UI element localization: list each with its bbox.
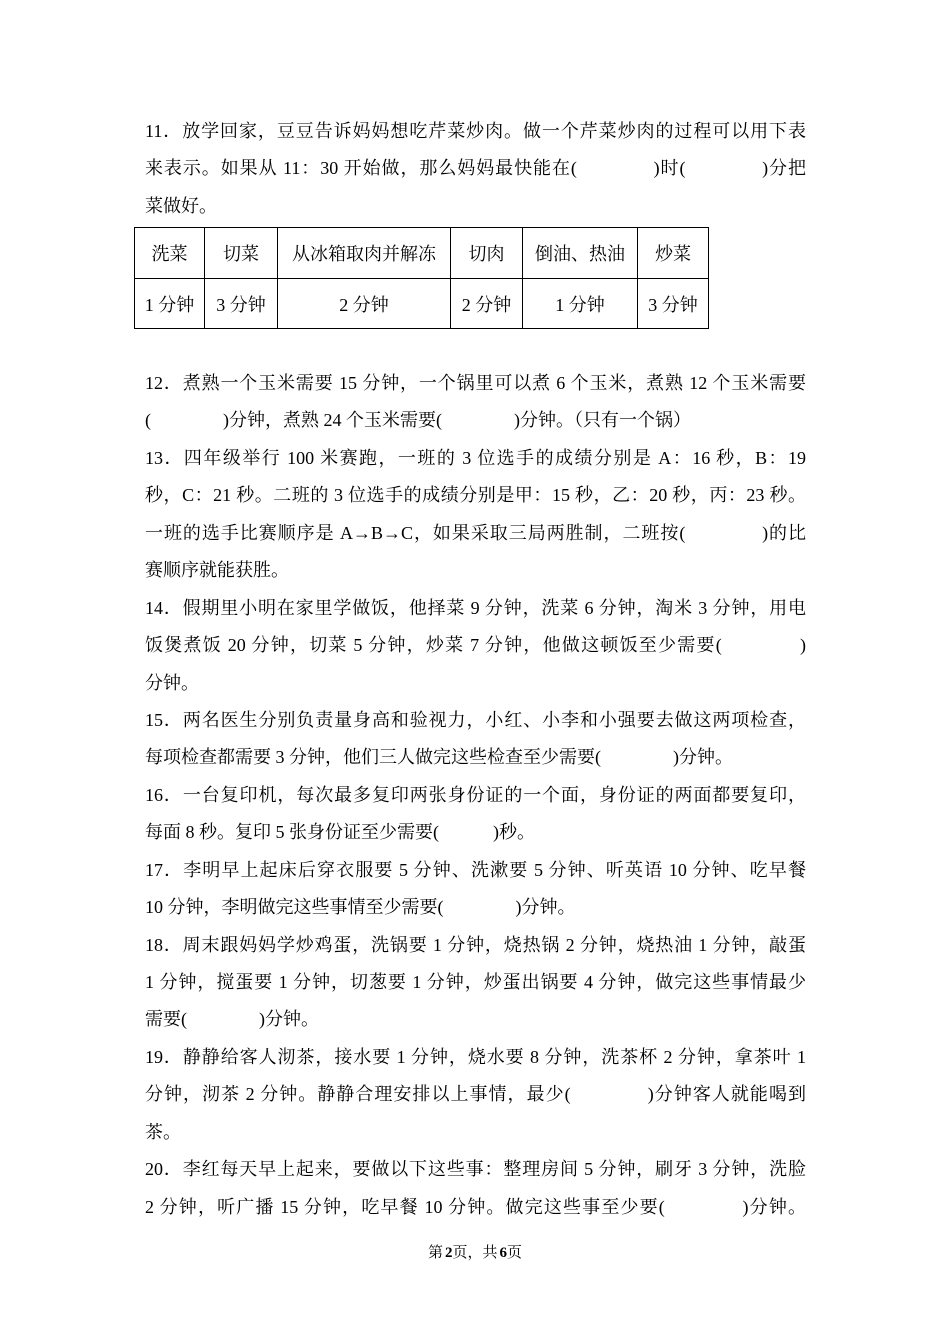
- question-19-line: 茶。: [145, 1121, 181, 1142]
- question-16: [145, 777, 806, 852]
- question-17-line: 10 分钟，李明做完这些事情至少需要( )分钟。: [145, 897, 576, 918]
- question-14: [145, 590, 806, 702]
- footer-text-prefix: 第: [427, 1245, 443, 1261]
- question-18-line: 1 分钟，搅蛋要 1 分钟，切葱要 1 分钟，炒蛋出锅要 4 分钟，做完这些事情最少: [145, 972, 806, 992]
- question-13-line: 13．四年级举行 100 米赛跑，一班的 3 位选手的成绩分别是 A：16 秒，B：19: [145, 447, 806, 468]
- question-11-line: 菜做好。: [145, 195, 217, 216]
- question-11-line: 11．放学回家，豆豆告诉妈妈想吃芹菜炒肉。做一个芹菜炒肉的过程可以用下表: [145, 121, 806, 141]
- question-14-line: 分钟。: [145, 672, 199, 693]
- question-16-line: 16．一台复印机，每次最多复印两张身份证的一个面，身份证的两面都要复印，: [145, 784, 806, 805]
- question-20-line: 2 分钟，听广播 15 分钟，吃早餐 10 分钟。做完这些事至少要( )分钟。: [145, 1196, 806, 1217]
- question-17: [145, 852, 806, 927]
- question-13: [145, 440, 806, 590]
- header-wash-celery: 洗菜: [135, 228, 205, 279]
- total-pages-number: 6: [499, 1245, 507, 1261]
- questions-12-to-20: [145, 365, 806, 1226]
- question-18: [145, 927, 806, 1039]
- question-15: [145, 702, 806, 777]
- header-stir-fry: 炒菜: [638, 228, 709, 279]
- steps-duration-row: [135, 279, 709, 329]
- question-20-line: 20．李红每天早上起来，要做以下这些事：整理房间 5 分钟，刷牙 3 分钟，洗脸: [145, 1159, 806, 1180]
- question-20: [145, 1151, 806, 1226]
- footer-text-middle: 页，共: [452, 1245, 498, 1261]
- question-19-line: 分钟，沏茶 2 分钟。静静合理安排以上事情，最少( )分钟客人就能喝到: [145, 1084, 806, 1105]
- question-18-line: 需要( )分钟。: [145, 1009, 319, 1030]
- duration-thaw-meat: 2 分钟: [278, 279, 451, 329]
- question-11-line: 来表示。如果从 11：30 开始做，那么妈妈最快能在( )时( )分把: [145, 158, 806, 179]
- question-13-line: 秒，C：21 秒。二班的 3 位选手的成绩分别是甲：15 秒，乙：20 秒，丙：23 秒。: [145, 485, 806, 506]
- question-15-line: 15．两名医生分别负责量身高和验视力，小红、小李和小强要去做这两项检查，: [145, 709, 806, 730]
- footer-text-suffix: 页: [507, 1245, 523, 1261]
- duration-cut-meat: 2 分钟: [451, 279, 523, 329]
- steps-header-row: [135, 228, 709, 279]
- question-18-line: 18．周末跟妈妈学炒鸡蛋，洗锅要 1 分钟，烧热锅 2 分钟，烧热油 1 分钟，敲蛋: [145, 934, 806, 955]
- question-11: [145, 113, 806, 225]
- cooking-steps-table: [134, 227, 709, 329]
- question-12: [145, 365, 806, 440]
- header-heat-oil: 倒油、热油: [523, 228, 638, 279]
- header-cut-meat: 切肉: [451, 228, 523, 279]
- duration-wash-celery: 1 分钟: [135, 279, 205, 329]
- question-12-line: ( )分钟，煮熟 24 个玉米需要( )分钟。（只有一个锅）: [145, 410, 691, 431]
- question-17-line: 17．李明早上起床后穿衣服要 5 分钟、洗漱要 5 分钟、听英语 10 分钟、吃早餐: [145, 859, 806, 880]
- header-thaw-meat: 从冰箱取肉并解冻: [278, 228, 451, 279]
- question-13-line: 一班的选手比赛顺序是 A→B→C，如果采取三局两胜制，二班按( )的比: [145, 522, 806, 543]
- duration-cut-celery: 3 分钟: [205, 279, 278, 329]
- duration-stir-fry: 3 分钟: [638, 279, 709, 329]
- question-14-line: 饭煲煮饭 20 分钟，切菜 5 分钟，炒菜 7 分钟，他做这顿饭至少需要( ): [145, 635, 806, 656]
- question-14-line: 14．假期里小明在家里学做饭，他择菜 9 分钟，洗菜 6 分钟，淘米 3 分钟，用电: [145, 597, 806, 618]
- current-page-number: 2: [444, 1245, 453, 1261]
- question-15-line: 每项检查都需要 3 分钟，他们三人做完这些检查至少需要( )分钟。: [145, 747, 733, 768]
- header-cut-celery: 切菜: [205, 228, 278, 279]
- question-12-line: 12．煮熟一个玉米需要 15 分钟，一个锅里可以煮 6 个玉米，煮熟 12 个玉米需要: [145, 373, 806, 393]
- question-19-line: 19．静静给客人沏茶，接水要 1 分钟，烧水要 8 分钟，洗茶杯 2 分钟，拿茶叶 1: [145, 1046, 806, 1067]
- question-13-line: 赛顺序就能获胜。: [145, 560, 289, 581]
- question-16-line: 每面 8 秒。复印 5 张身份证至少需要( )秒。: [145, 822, 535, 843]
- page-footer: [0, 1243, 950, 1263]
- duration-heat-oil: 1 分钟: [523, 279, 638, 329]
- question-19: [145, 1039, 806, 1151]
